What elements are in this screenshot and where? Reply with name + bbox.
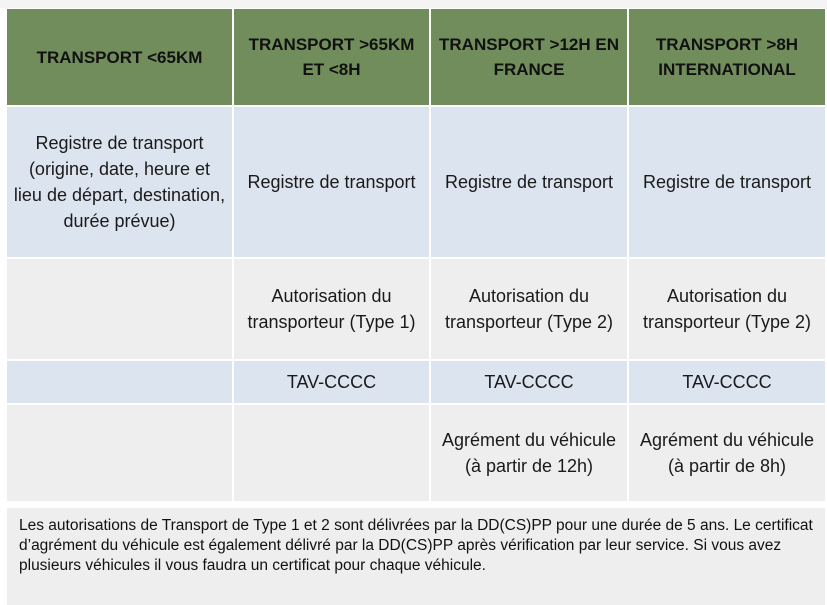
table-cell: Agrément du véhicule (à partir de 8h) (628, 404, 825, 502)
top-strip (0, 0, 827, 8)
transport-requirements-table (7, 9, 825, 503)
table-row (7, 258, 825, 360)
footnote-text: Les autorisations de Transport de Type 1 et 2 sont délivrées par la DD(CS)PP pour une durée de 5 ans. Le certificat d’agrément du véhicule est également délivré par la DD(CS)PP après vérification par leur service. Si vous avez plusieurs véhicules il vous faudra un certificat pour chaque véhicule. (7, 508, 825, 605)
header-cell: TRANSPORT <65KM (7, 9, 233, 106)
table-row (7, 360, 825, 404)
header-cell: TRANSPORT >12H EN FRANCE (430, 9, 628, 106)
table-cell: Autorisation du transporteur (Type 2) (628, 258, 825, 360)
table-row (7, 404, 825, 502)
table-cell: Registre de transport (233, 106, 430, 258)
header-row (7, 9, 825, 106)
table-cell: TAV-CCCC (628, 360, 825, 404)
table-cell (233, 404, 430, 502)
table-cell: Registre de transport (origine, date, heure et lieu de départ, destination, durée prévue) (7, 106, 233, 258)
table-row (7, 106, 825, 258)
header-cell: TRANSPORT >65KM ET <8H (233, 9, 430, 106)
table-cell: TAV-CCCC (430, 360, 628, 404)
table-cell (7, 404, 233, 502)
header-cell: TRANSPORT >8H INTERNATIONAL (628, 9, 825, 106)
table-cell (7, 258, 233, 360)
table-cell: Agrément du véhicule (à partir de 12h) (430, 404, 628, 502)
table-cell: Registre de transport (430, 106, 628, 258)
table-cell: TAV-CCCC (233, 360, 430, 404)
table-cell: Autorisation du transporteur (Type 1) (233, 258, 430, 360)
table-cell: Registre de transport (628, 106, 825, 258)
table-cell (7, 360, 233, 404)
table-cell: Autorisation du transporteur (Type 2) (430, 258, 628, 360)
